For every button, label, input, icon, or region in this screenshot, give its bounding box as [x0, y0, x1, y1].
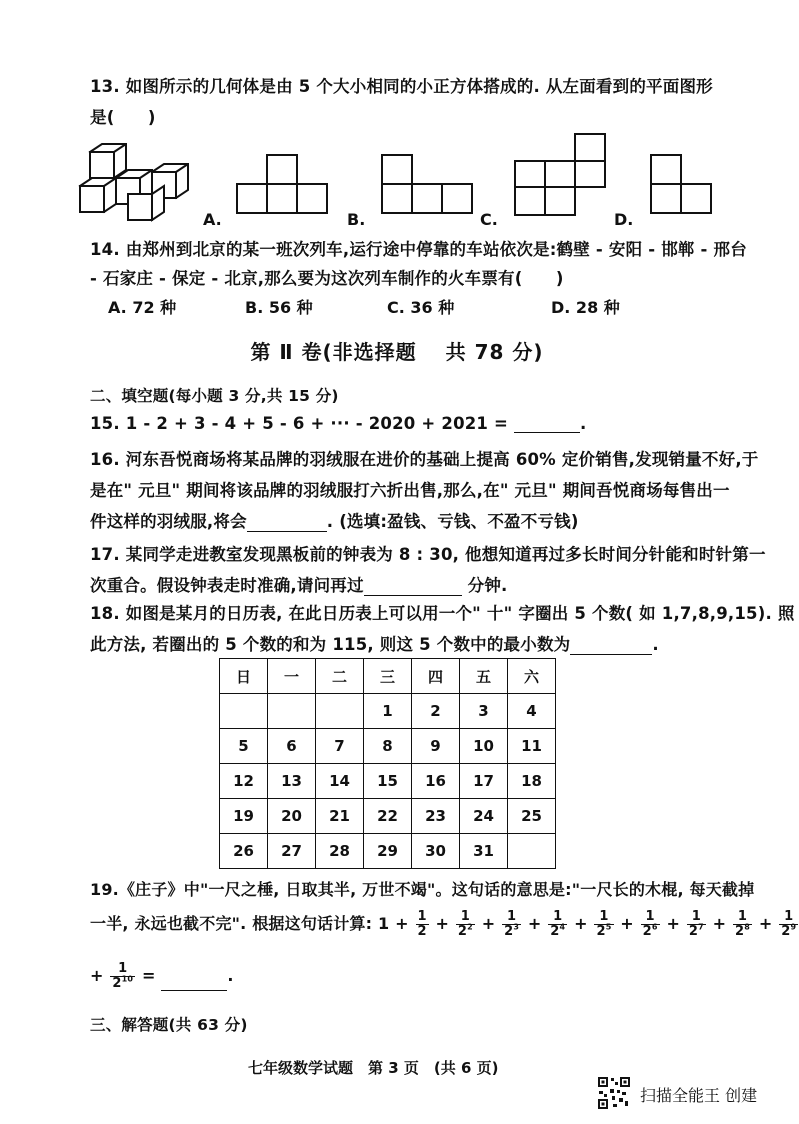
- q13-option-a-label: A.: [203, 210, 222, 229]
- q13-solid-figure: [78, 142, 193, 224]
- q13-option-a-figure: [236, 154, 328, 214]
- calendar-header-cell: 日: [220, 659, 268, 694]
- calendar-cell: 13: [268, 764, 316, 799]
- calendar-cell: 1: [364, 694, 412, 729]
- fraction-numerator: 1: [779, 910, 798, 925]
- camscanner-watermark: 扫描全能王 创建: [640, 1086, 758, 1105]
- q18-line2-start: 此方法, 若圈出的 5 个数的和为 115, 则这 5 个数中的最小数为: [90, 635, 571, 654]
- q13-option-c-figure: [514, 133, 606, 217]
- calendar-cell: 14: [316, 764, 364, 799]
- q15-line: [90, 414, 587, 433]
- calendar-row: [220, 694, 556, 729]
- q14-option-a: A. 72 种: [108, 298, 177, 317]
- q13-option-b-figure: [381, 154, 473, 214]
- fraction-exponent: 9: [790, 922, 797, 932]
- fraction-base: 2: [112, 976, 122, 991]
- calendar-cell: 5: [220, 729, 268, 764]
- q16-line3-end: . (选填:盈钱、亏钱、不盈不亏钱): [326, 512, 579, 531]
- calendar-cell: 19: [220, 799, 268, 834]
- q16-line3: [90, 508, 579, 532]
- fraction-numerator: 1: [502, 910, 521, 925]
- fraction-denominator: [733, 922, 752, 939]
- q16-line3-start: 件这样的羽绒服,将会: [90, 512, 247, 531]
- q19-fraction: [687, 910, 706, 939]
- q19-fraction: [594, 910, 613, 939]
- calendar-cell: 18: [508, 764, 556, 799]
- calendar-cell: 8: [364, 729, 412, 764]
- q16-line2: 是在" 元旦" 期间将该品牌的羽绒服打六折出售,那么,在" 元旦" 期间吾悦商场每售出一: [90, 481, 730, 500]
- calendar-cell: 10: [460, 729, 508, 764]
- q19-fraction: [641, 910, 660, 939]
- q14-line2: - 石家庄 - 保定 - 北京,那么要为这次列车制作的火车票有( ): [90, 269, 564, 288]
- calendar-cell: 6: [268, 729, 316, 764]
- calendar-cell: 7: [316, 729, 364, 764]
- calendar-row: [220, 834, 556, 869]
- fraction-numerator: 1: [417, 909, 427, 924]
- q18-line2: [90, 631, 659, 655]
- q17-line2-start: 次重合。假设钟表走时准确,请问再过: [90, 576, 364, 595]
- calendar-cell: 22: [364, 799, 412, 834]
- fraction-numerator: 1: [733, 910, 752, 925]
- q19-last-fraction: [110, 962, 135, 991]
- fraction-numerator: 1: [594, 910, 613, 925]
- calendar-cell: 11: [508, 729, 556, 764]
- qr-code-icon: [597, 1076, 631, 1110]
- section2-title: 第 Ⅱ 卷(非选择题 共 78 分): [250, 340, 544, 364]
- calendar-header-cell: 三: [364, 659, 412, 694]
- q19-fraction: [733, 910, 752, 939]
- calendar-cell: 20: [268, 799, 316, 834]
- fraction-denominator: [779, 922, 798, 939]
- calendar-header-cell: 二: [316, 659, 364, 694]
- calendar-cell: [316, 694, 364, 729]
- q19-fraction: [548, 910, 567, 939]
- calendar-cell: 21: [316, 799, 364, 834]
- calendar-header-row: [220, 659, 556, 694]
- calendar-cell: 3: [460, 694, 508, 729]
- fraction-exponent: 4: [559, 922, 566, 932]
- calendar-row: [220, 764, 556, 799]
- calendar-cell: 4: [508, 694, 556, 729]
- q14-option-c: C. 36 种: [387, 298, 455, 317]
- q17-line2-end: 分钟.: [461, 576, 508, 595]
- fraction-exponent: 2: [467, 922, 473, 932]
- calendar-cell: 9: [412, 729, 460, 764]
- q17-line1: 17. 某同学走进教室发现黑板前的钟表为 8 : 30, 他想知道再过多长时间分针能和时针第一: [90, 545, 766, 564]
- fraction-denominator: [641, 922, 660, 939]
- q19-fraction: [416, 910, 429, 939]
- calendar-cell: 28: [316, 834, 364, 869]
- fraction-numerator: 1: [548, 910, 567, 925]
- fill-section-header: 二、填空题(每小题 3 分,共 15 分): [90, 387, 339, 405]
- q19-line1: 19.《庄子》中"一尺之棰, 日取其半, 万世不竭"。这句话的意思是:"一尺长的木棍, 每天截掉: [90, 880, 755, 899]
- q19-fraction: [779, 910, 798, 939]
- calendar-cell: 17: [460, 764, 508, 799]
- calendar-row: [220, 729, 556, 764]
- fraction-denominator: [110, 974, 135, 991]
- fraction-base: 2: [550, 924, 560, 939]
- plus-sign: +: [522, 914, 548, 933]
- fraction-exponent: 3: [513, 922, 520, 932]
- q17-blank[interactable]: [364, 579, 462, 596]
- calendar-cell: 15: [364, 764, 412, 799]
- q15-end: .: [580, 414, 587, 433]
- fraction-exponent: 7: [698, 922, 704, 932]
- fraction-exponent: 5: [605, 922, 612, 932]
- q16-blank[interactable]: [247, 515, 327, 532]
- calendar-table: [219, 658, 556, 869]
- q19-fraction-series: [415, 909, 799, 939]
- fraction-base: 2: [735, 924, 745, 939]
- plus-sign: +: [475, 914, 502, 933]
- calendar-cell: 29: [364, 834, 412, 869]
- fraction-denominator: [687, 922, 706, 939]
- q19-fraction: [502, 910, 521, 939]
- calendar-cell: 16: [412, 764, 460, 799]
- fraction-denominator: [502, 922, 521, 939]
- calendar-cell: 23: [412, 799, 460, 834]
- q19-line2-text: 一半, 永远也截不完". 根据这句话计算: 1 +: [90, 914, 409, 933]
- fraction-base: 2: [781, 924, 791, 939]
- q19-fraction: [456, 910, 475, 939]
- q16-line1: 16. 河东吾悦商场将某品牌的羽绒服在进价的基础上提高 60% 定价销售,发现销量不好,于: [90, 450, 759, 469]
- fraction-base: 2: [596, 924, 606, 939]
- q13-option-d-label: D.: [614, 210, 634, 229]
- q19-line3: + $\frac{1}{2^{10}}$ = .: [90, 961, 234, 991]
- q18-line2-end: .: [652, 635, 659, 654]
- calendar-cell: 31: [460, 834, 508, 869]
- calendar-cell: 25: [508, 799, 556, 834]
- fraction-base: 2: [417, 924, 427, 939]
- calendar-cell: 24: [460, 799, 508, 834]
- fraction-exponent: 8: [744, 922, 751, 932]
- fraction-numerator: 1: [641, 910, 660, 925]
- q14-line1: 14. 由郑州到北京的某一班次列车,运行途中停靠的车站依次是:鹤壁 - 安阳 - 邯郸 - 邢台: [90, 240, 747, 259]
- plus-sign: +: [614, 914, 640, 933]
- q19-line2: [90, 910, 799, 939]
- calendar-header-cell: 六: [508, 659, 556, 694]
- q15-blank[interactable]: [514, 416, 580, 433]
- calendar-cell: 27: [268, 834, 316, 869]
- calendar-cell: [268, 694, 316, 729]
- q19-equals: =: [141, 966, 162, 985]
- q13-option-c-label: C.: [480, 210, 498, 229]
- q13-option-b-label: B.: [347, 210, 366, 229]
- fraction-base: 2: [504, 924, 514, 939]
- calendar-header-cell: 四: [412, 659, 460, 694]
- q18-line1: 18. 如图是某月的日历表, 在此日历表上可以用一个" 十" 字圈出 5 个数( 如 1,7,8,9,15). 照: [90, 604, 795, 623]
- fraction-denominator: [456, 922, 475, 939]
- fraction-base: 2: [642, 924, 652, 939]
- q13-line2: 是( ): [90, 108, 156, 127]
- fraction-denominator: [548, 922, 567, 939]
- fraction-exponent: 10: [121, 974, 134, 984]
- q19-end-dot: .: [227, 966, 234, 985]
- plus-sign: +: [660, 914, 686, 933]
- q14-option-b: B. 56 种: [245, 298, 313, 317]
- fraction-base: 2: [688, 924, 699, 939]
- q19-blank[interactable]: [161, 974, 227, 991]
- plus-sign: +: [568, 914, 594, 933]
- fraction-denominator: [594, 922, 613, 939]
- q17-line2: [90, 572, 507, 596]
- q14-option-d: D. 28 种: [551, 298, 620, 317]
- fraction-denominator: [416, 925, 429, 939]
- fraction-numerator: 1: [110, 962, 135, 977]
- calendar-header-cell: 五: [460, 659, 508, 694]
- calendar-row: [220, 799, 556, 834]
- page-footer: 七年级数学试题 第 3 页 (共 6 页): [248, 1059, 499, 1077]
- plus-sign: +: [753, 914, 779, 933]
- fraction-numerator: 1: [456, 910, 475, 925]
- calendar-cell: 26: [220, 834, 268, 869]
- fraction-exponent: 6: [651, 922, 658, 932]
- q18-blank[interactable]: [570, 638, 652, 655]
- calendar-cell: 2: [412, 694, 460, 729]
- calendar-cell: [508, 834, 556, 869]
- plus-sign: +: [429, 914, 455, 933]
- calendar-header-cell: 一: [268, 659, 316, 694]
- q15-text: 15. 1 - 2 + 3 - 4 + 5 - 6 + ··· - 2020 + 2021 =: [90, 414, 515, 433]
- calendar-cell: [220, 694, 268, 729]
- q13-line1: 13. 如图所示的几何体是由 5 个大小相同的小正方体搭成的. 从左面看到的平面图形: [90, 77, 713, 96]
- plus-sign: +: [706, 914, 733, 933]
- fraction-numerator: 1: [687, 910, 706, 925]
- fraction-base: 2: [457, 924, 468, 939]
- q13-option-d-figure: [650, 154, 712, 214]
- calendar-cell: 12: [220, 764, 268, 799]
- calendar-cell: 30: [412, 834, 460, 869]
- solve-section-header: 三、解答题(共 63 分): [90, 1016, 248, 1034]
